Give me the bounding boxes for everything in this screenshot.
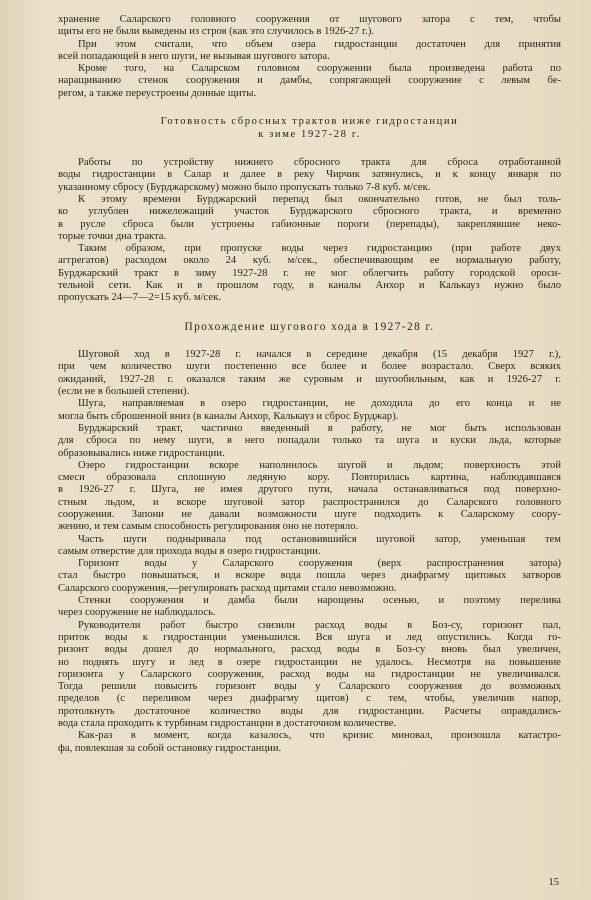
text-line: всей попадающей в него шуги, не вызывая шугового затора. (58, 50, 330, 62)
text-block-discharge-tracts (58, 157, 561, 305)
text-line: Шуговой ход в 1927-28 г. начался в середине декабря (15 декабря 1927 г.), (78, 349, 561, 361)
text-line: регом, а также переустроены донные щиты. (58, 87, 257, 99)
text-line: самым отверстие для прохода воды в озеро гидростанции. (58, 545, 321, 557)
text-line: указанному сбросу (Бурджарскому) можно было пропускать только 7-8 куб. м/сек. (58, 181, 431, 193)
text-block-intro (58, 14, 561, 100)
text-line: стным льдом, и вскоре шуговой затор распространился до Саларского головного (58, 496, 561, 508)
text-line: Саларского сооружения,—регулировать расход щитами стало невозможно. (58, 582, 397, 594)
text-line: ризонт воды дошел до нормального, расход воды в Боз-су вновь был увеличен, (58, 644, 561, 656)
text-line: стал быстро повышаться, и вскоре вода пошла через диафрагму щитовых затворов (58, 570, 561, 582)
text-line: ко углублен нижележащий участок Бурджарского сбросного тракта, и временно (58, 206, 561, 218)
text-line: Бурджарский тракт, частично введенный в работу, не мог быть использован (78, 422, 561, 434)
text-line: щиты его не были выведены из строя (как это случилось в 1926-27 г.). (58, 26, 374, 38)
text-line: хранение Саларского головного сооружения от шугового затора с тем, чтобы (58, 14, 561, 25)
text-line: могла быть сброшенной вниз (в каналы Анхор, Калькауз и сброс Бурджар). (58, 410, 399, 422)
text-line: в русле сброса были устроены габионные пороги (перепады), закреплявшие неко- (58, 218, 561, 230)
text-line: вода стала проходить к турбинам гидростанции в достаточном количестве. (58, 718, 397, 730)
text-line: в 1926-27 г. Шуга, не имея другого пути, начала останавливаться под поверхно- (58, 484, 561, 496)
text-line: образовывались ниже гидростанции. (58, 447, 225, 459)
text-line: Стенки сооружения и дамба были нарощены осенью, и поэтому перелива (78, 595, 561, 607)
text-line: Горизонт воды у Саларского сооружения (верх распространения затора) (78, 558, 561, 570)
text-line: Руководители работ быстро снизили расход воды в Боз-су, горизонт пал, (78, 619, 561, 631)
text-line: смеси образовала сплошную ледяную кору. Повторилась картина, наблюдавшаяся (58, 472, 561, 484)
text-line: Кроме того, на Саларском головном сооружении была произведена работа по (78, 63, 561, 75)
page-number: 15 (548, 877, 559, 888)
text-line: горизонта у Саларского сооружения, расход воды на гидростанции не увеличивался. (58, 668, 561, 680)
text-line: Шуга, направляемая в озеро гидростанции, не доходила до его конца и не (78, 398, 561, 410)
text-line: через сооружение не наблюдалось. (58, 607, 216, 619)
heading-line-1: Готовность сбросных трактов ниже гидростанции (160, 116, 459, 128)
text-line: фа, повлекшая за собой остановку гидростанции. (58, 742, 282, 754)
section-heading-slush-flow: Прохождение шугового хода в 1927-28 г. (184, 320, 435, 333)
text-line: Как-раз в момент, когда казалось, что кризис миновал, произошла катастро- (78, 730, 561, 742)
text-line: ожиданий, 1927-28 г. оказался таким же суровым и шугообильным, как и 1926-27 г. (58, 373, 561, 385)
text-line: приток воды к гидростанции уменьшился. Вся шуга и лед опустились. Когда го- (58, 631, 561, 643)
text-line: для сброса по нему шуги, в него попадали только та шуга и куски льда, которые (58, 435, 561, 447)
heading-line-2: к зиме 1927-28 г. (258, 128, 361, 140)
text-line: пропускать 24—7—2=15 куб. м/сек. (58, 292, 221, 304)
text-block-slush-flow (58, 349, 561, 755)
text-line: К этому времени Бурджарский перепад был окончательно готов, не был толь- (78, 193, 561, 205)
text-line: Тогда решили повысить горизонт воды у Саларского сооружения до возможных (58, 681, 561, 693)
text-line: (если не в большей степени). (58, 386, 190, 398)
text-line: Работы по устройству нижнего сбросного тракта для сброса отработанной (78, 157, 561, 169)
text-line: Часть шуги подныривала под остановившийся шуговой затор, уменьшая тем (78, 533, 561, 545)
text-line: жению, и тем самым способность регулирования оно не потеряло. (58, 521, 359, 533)
text-line: торые точки дна тракта. (58, 230, 167, 242)
text-line: сооружения. Запони не давали возможности шуге подходить к Саларскому соору- (58, 509, 561, 520)
text-line: При этом считали, что объем озера гидростанции достаточен для принятия (78, 38, 561, 50)
text-line: но поднять шугу и лед в озере гидростанции не удалось. Несмотря на повышение (58, 656, 561, 668)
text-line: аггрегатов) расходом около 24 куб. м/сек., обеспечивающим ее нормальную работу, (58, 255, 561, 267)
section-heading-discharge-tracts (58, 116, 561, 141)
text-line: Бурджарский тракт в зиму 1927-28 г. не мог облегчить работу городской ороси- (58, 267, 561, 279)
text-line: Таким образом, при пропуске воды через гидростанцию (при работе двух (78, 243, 561, 255)
text-line: пределов (с переливом через диафрагму щитов) с тем, чтобы, увеличив напор, (58, 693, 561, 705)
text-line: Озеро гидростанции вскоре наполнилось шугой и льдом; поверхность этой (78, 459, 561, 471)
text-line: воды гидростанции в Салар и далее в реку Чирчик затянулись, и к концу января по (58, 169, 561, 181)
text-line: при чем количество шуги постепенно все более и более возрастало. Сверх всяких (58, 361, 561, 373)
text-line: тельной сети. Как и в прошлом году, в каналы Анхор и Калькауз нужно было (58, 280, 561, 292)
text-line: наращиванию стенок сооружения и дамбы, сопрягающей сооружение с левым бе- (58, 75, 561, 87)
text-line: протолкнуть достаточное количество воды для гидростанции. Расчеты оправдались- (58, 705, 561, 717)
